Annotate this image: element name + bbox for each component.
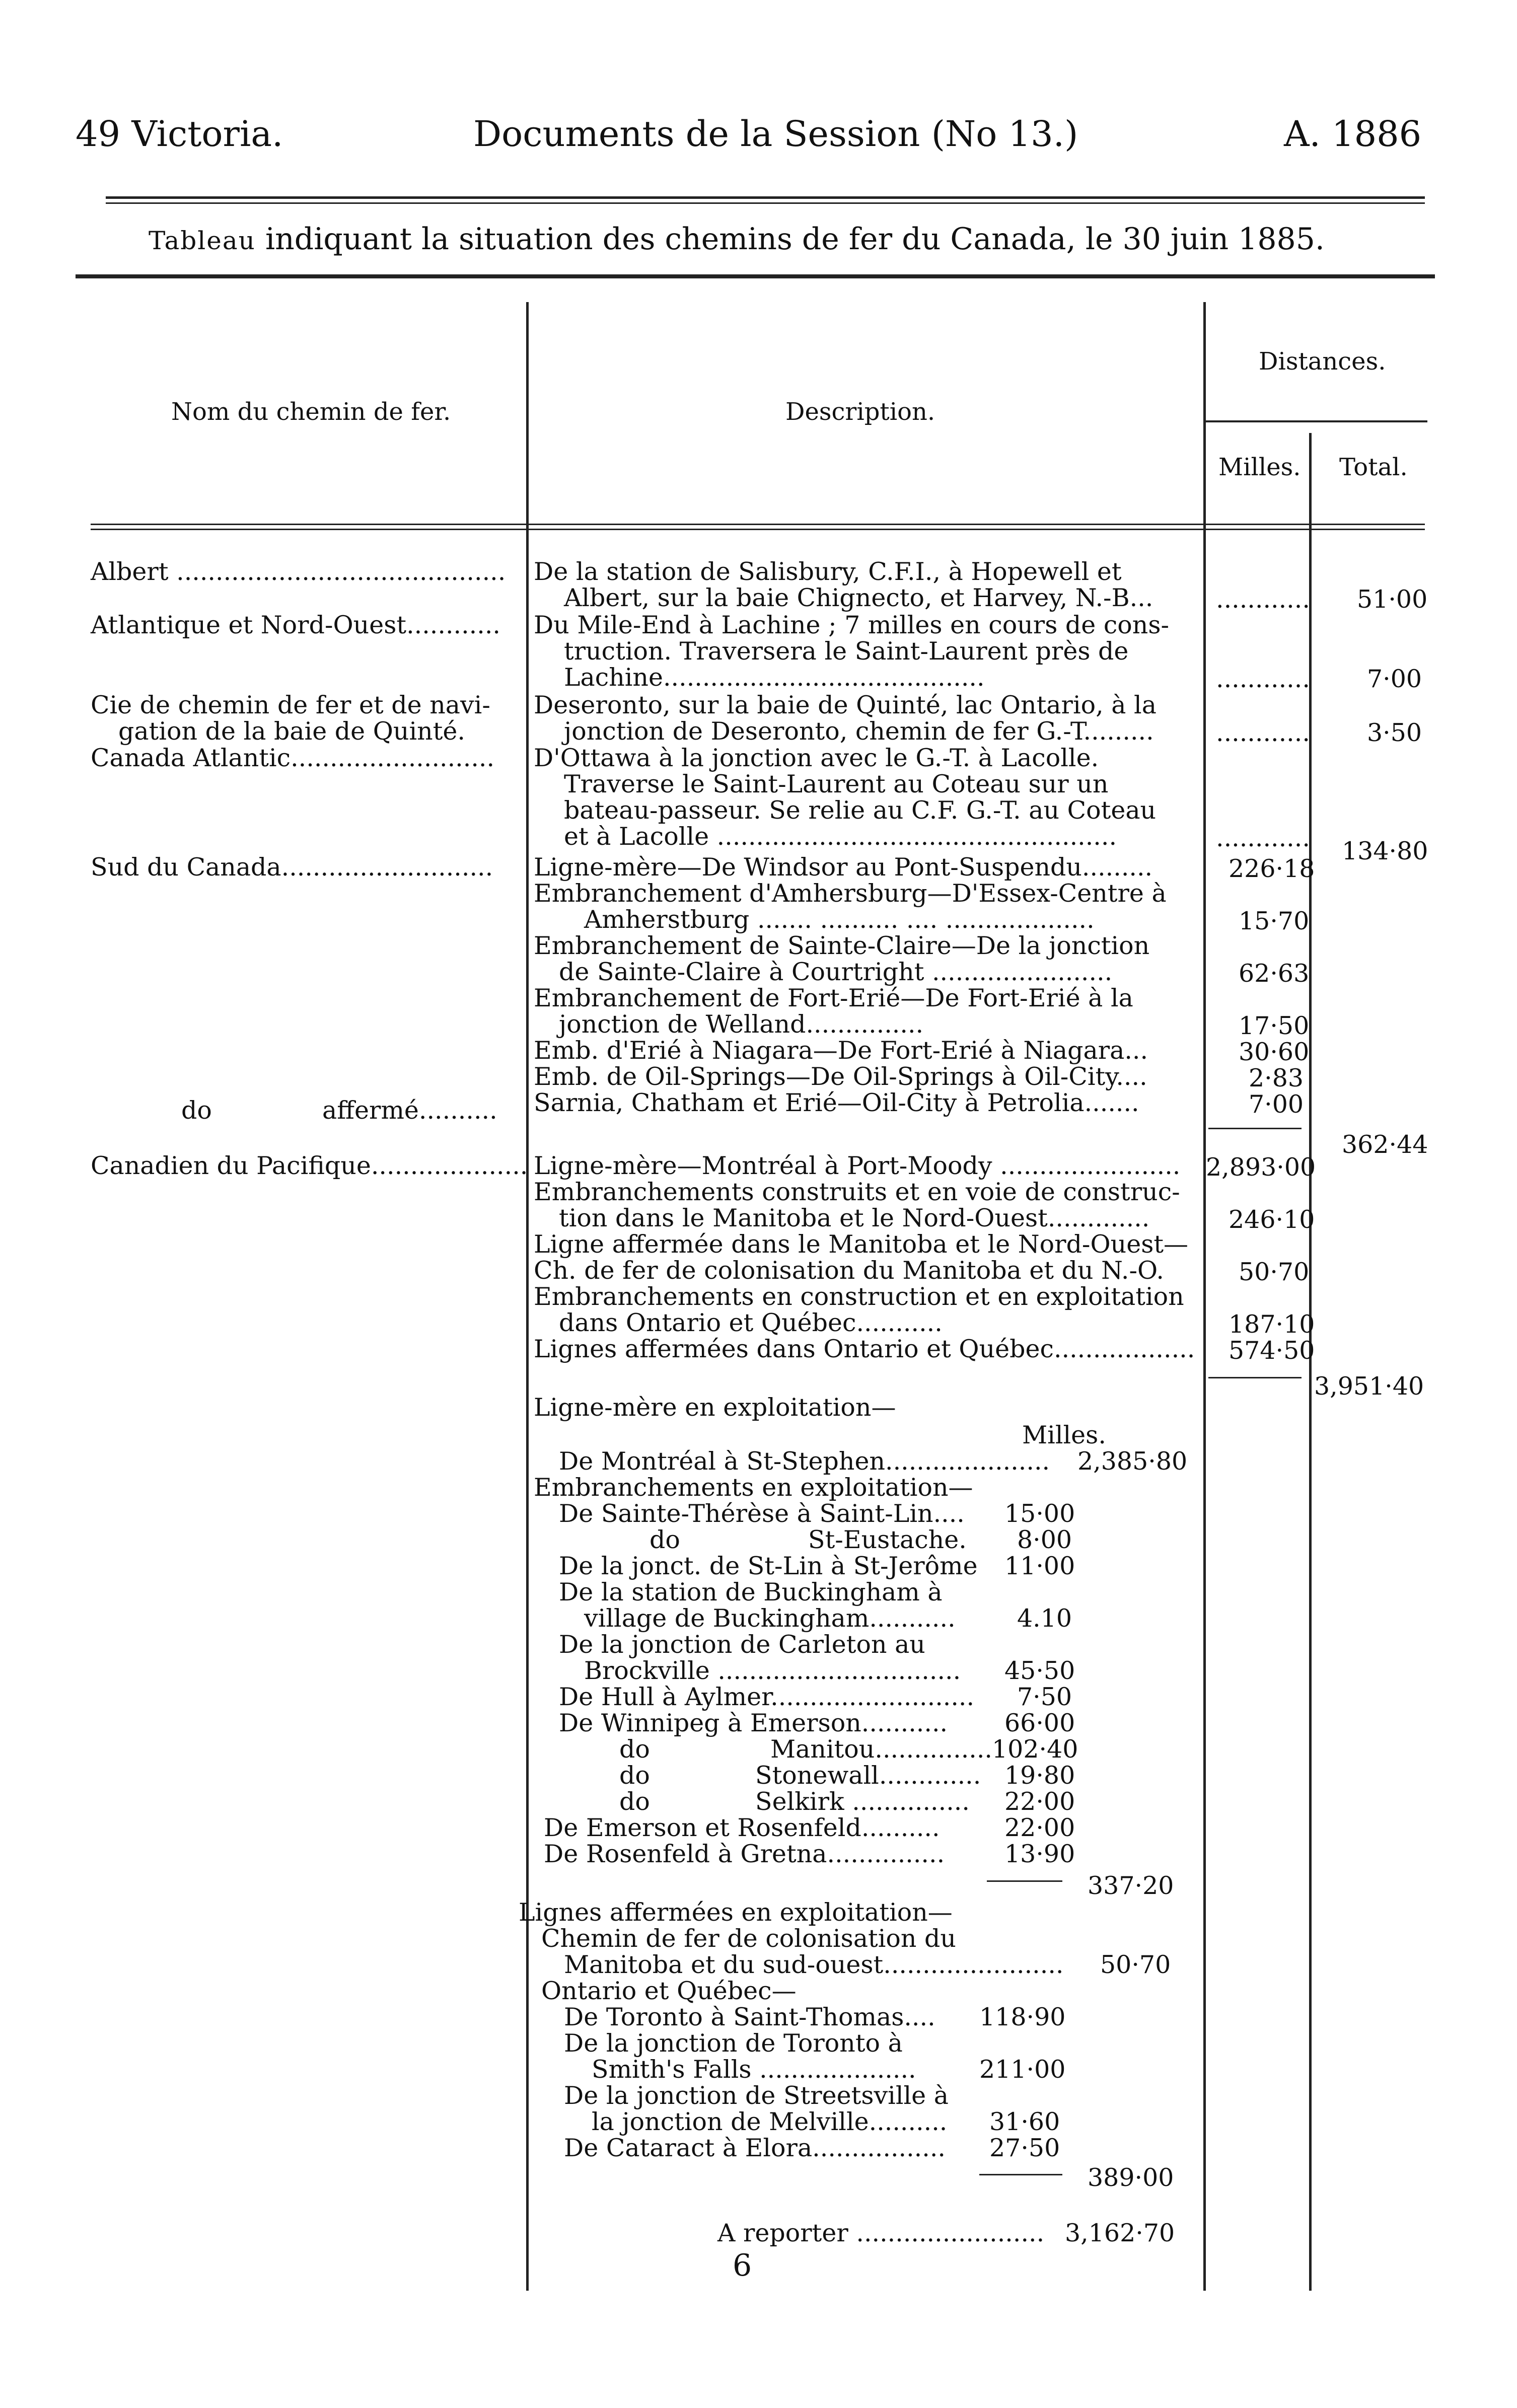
detail-ditto: do bbox=[619, 1761, 650, 1790]
detail-heading: Lignes affermées en exploitation— bbox=[519, 1898, 953, 1927]
detail-line: De Sainte-Thérèse à Saint-Lin.... bbox=[559, 1499, 965, 1528]
description-line: Embranchement de Sainte-Claire—De la jonction bbox=[534, 931, 1150, 960]
description-line: Embranchement d'Amhersburg—D'Essex-Centre à bbox=[534, 879, 1167, 908]
description-line: dans Ontario et Québec........... bbox=[559, 1308, 943, 1337]
detail-value: 22·00 bbox=[1004, 1813, 1075, 1842]
detail-value: 31·60 bbox=[989, 2107, 1060, 2136]
description-line: Embranchement de Fort-Erié—De Fort-Erié à la bbox=[534, 984, 1133, 1012]
milles-value: 30·60 bbox=[1239, 1038, 1310, 1066]
milles-value: 187·10 bbox=[1229, 1310, 1315, 1339]
detail-line: la jonction de Melville.......... bbox=[592, 2107, 948, 2136]
milles-value: 17·50 bbox=[1239, 1011, 1310, 1040]
detail-value: 11·00 bbox=[1004, 1552, 1075, 1580]
detail-line: De Emerson et Rosenfeld.......... bbox=[544, 1813, 940, 1842]
detail-line: Smith's Falls .................... bbox=[592, 2055, 916, 2084]
detail-value: 4.10 bbox=[1017, 1604, 1072, 1633]
leader-dots: ............ bbox=[1216, 824, 1310, 852]
detail-line: De Hull à Aylmer.......................... bbox=[559, 1683, 975, 1711]
description-line: Du Mile-End à Lachine ; 7 milles en cours de cons- bbox=[534, 611, 1170, 639]
description-line: D'Ottawa à la jonction avec le G.-T. à Lacolle. bbox=[534, 744, 1099, 772]
description-line: Traverse le Saint-Laurent au Coteau sur un bbox=[564, 770, 1109, 798]
description-line: Emb. de Oil-Springs—De Oil-Springs à Oil-City.... bbox=[534, 1062, 1147, 1091]
subtotal-rule bbox=[1208, 1377, 1302, 1378]
total-value: 7·00 bbox=[1367, 665, 1422, 693]
detail-value: 22·00 bbox=[1004, 1787, 1075, 1816]
detail-line: De la jonct. de St-Lin à St-Jerôme bbox=[559, 1552, 978, 1580]
milles-value: 574·50 bbox=[1229, 1336, 1315, 1365]
description-line: jonction de Welland............... bbox=[559, 1010, 924, 1039]
col-divider-name bbox=[526, 302, 529, 2291]
total-value: 362·44 bbox=[1342, 1130, 1428, 1159]
detail-line: De Toronto à Saint-Thomas.... bbox=[564, 2003, 935, 2031]
detail-line: De la jonction de Carleton au bbox=[559, 1630, 925, 1659]
detail-value: 45·50 bbox=[1004, 1656, 1075, 1685]
detail-value: 15·00 bbox=[1004, 1499, 1075, 1528]
description-line: jonction de Deseronto, chemin de fer G.-T......... bbox=[564, 717, 1154, 746]
detail-value: 66·00 bbox=[1004, 1709, 1075, 1737]
header-documents: Documents de la Session (No 13.) bbox=[473, 113, 1078, 155]
distances-rule bbox=[1206, 420, 1427, 422]
milles-value: 246·10 bbox=[1229, 1205, 1315, 1234]
subtotal-rule bbox=[987, 1880, 1062, 1882]
subtotal-rule bbox=[1208, 1128, 1302, 1129]
detail-ditto: do bbox=[619, 1787, 650, 1816]
detail-value: 211·00 bbox=[979, 2055, 1066, 2084]
detail-line: Selkirk ............... bbox=[755, 1787, 970, 1816]
description-line: bateau-passeur. Se relie au C.F. G.-T. au Coteau bbox=[564, 796, 1157, 825]
page-number: 6 bbox=[733, 2248, 752, 2283]
title-rule bbox=[76, 274, 1435, 278]
col-description-header: Description. bbox=[785, 398, 935, 426]
detail-line: De la jonction de Streetsville à bbox=[564, 2081, 949, 2110]
detail-value: 27·50 bbox=[989, 2134, 1060, 2162]
detail-value: 118·90 bbox=[979, 2003, 1066, 2031]
col-name-header: Nom du chemin de fer. bbox=[171, 398, 451, 426]
header-rule-top bbox=[106, 196, 1425, 199]
header-rule-1 bbox=[91, 524, 1425, 525]
railway-name: Cie de chemin de fer et de navi- bbox=[91, 691, 490, 719]
description-line: Embranchements construits et en voie de construc- bbox=[534, 1178, 1180, 1206]
detail-ditto: do bbox=[619, 1735, 650, 1764]
total-value: 3,951·40 bbox=[1314, 1372, 1424, 1401]
description-line: Deseronto, sur la baie de Quinté, lac Ontario, à la bbox=[534, 691, 1157, 719]
description-line: Lachine......................................... bbox=[564, 663, 985, 692]
leader-dots: ............ bbox=[1216, 585, 1310, 614]
description-line: Ligne affermée dans le Manitoba et le Nord-Ouest— bbox=[534, 1230, 1189, 1259]
title-small-caps: Tableau bbox=[149, 226, 256, 255]
carry-forward-label: A reporter ........................ bbox=[717, 2219, 1045, 2247]
railway-name: Canada Atlantic.......................... bbox=[91, 744, 495, 772]
subtotal-rule bbox=[979, 2174, 1062, 2175]
railway-name: gation de la baie de Quinté. bbox=[118, 717, 465, 746]
header-year: A. 1886 bbox=[1284, 113, 1422, 155]
header-rule-2 bbox=[91, 529, 1425, 530]
description-line: Emb. d'Erié à Niagara—De Fort-Erié à Niagara... bbox=[534, 1036, 1148, 1065]
detail-line: De Winnipeg à Emerson........... bbox=[559, 1709, 948, 1737]
detail-value: 19·80 bbox=[1004, 1761, 1075, 1790]
total-value: 134·80 bbox=[1342, 837, 1428, 865]
description-line: tion dans le Manitoba et le Nord-Ouest............. bbox=[559, 1204, 1150, 1232]
detail-line: Brockville ............................... bbox=[584, 1656, 961, 1685]
detail-line: Embranchements en exploitation— bbox=[534, 1473, 973, 1502]
description-line: Embranchements en construction et en exploitation bbox=[534, 1282, 1184, 1311]
description-line: Ch. de fer de colonisation du Manitoba et du N.-O. bbox=[534, 1256, 1164, 1285]
milles-value: 2,893·00 bbox=[1206, 1153, 1316, 1182]
milles-value: 50·70 bbox=[1239, 1258, 1310, 1286]
detail-line: De la jonction de Toronto à bbox=[564, 2029, 903, 2058]
col-divider-description bbox=[1203, 302, 1206, 2291]
detail-line: village de Buckingham........... bbox=[584, 1604, 956, 1633]
railway-name: Sud du Canada........................... bbox=[91, 853, 493, 882]
detail-subtotal: 389·00 bbox=[1088, 2163, 1174, 2192]
col-distances-header: Distances. bbox=[1259, 347, 1386, 376]
detail-value: 102·40 bbox=[992, 1735, 1078, 1764]
description-line: Sarnia, Chatham et Erié—Oil-City à Petrolia....... bbox=[534, 1088, 1139, 1117]
milles-value: 62·63 bbox=[1239, 959, 1310, 988]
detail-line: Manitou............... bbox=[770, 1735, 992, 1764]
description-line: et à Lacolle ................................................... bbox=[564, 822, 1117, 851]
milles-value: 7·00 bbox=[1249, 1090, 1304, 1119]
table-title bbox=[149, 222, 1325, 257]
milles-value: 2·83 bbox=[1249, 1064, 1304, 1092]
leader-dots: ............ bbox=[1216, 665, 1310, 693]
description-line: Ligne-mère—De Windsor au Pont-Suspendu......... bbox=[534, 853, 1153, 882]
carry-forward-value: 3,162·70 bbox=[1065, 2219, 1175, 2247]
detail-line: St-Eustache. bbox=[808, 1525, 967, 1554]
railway-name-ditto: do bbox=[181, 1096, 212, 1125]
railway-name: Canadien du Pacifique.................... bbox=[91, 1151, 528, 1180]
detail-line: Stonewall............. bbox=[755, 1761, 981, 1790]
detail-ditto: do bbox=[649, 1525, 680, 1554]
detail-line: Manitoba et du sud-ouest....................... bbox=[564, 1950, 1064, 1979]
header-volume: 49 Victoria. bbox=[76, 113, 283, 155]
header-rule-bottom bbox=[106, 202, 1425, 204]
total-value: 51·00 bbox=[1357, 585, 1428, 614]
detail-value: 13·90 bbox=[1004, 1840, 1075, 1868]
description-line: Albert, sur la baie Chignecto, et Harvey, N.-B... bbox=[564, 583, 1153, 612]
detail-heading: Ligne-mère en exploitation— bbox=[534, 1393, 896, 1422]
description-line: Ligne-mère—Montréal à Port-Moody ....................... bbox=[534, 1151, 1181, 1180]
detail-line: De Montréal à St-Stephen..................... bbox=[559, 1447, 1050, 1476]
detail-value: 2,385·80 bbox=[1077, 1447, 1188, 1476]
detail-line: De Cataract à Elora................. bbox=[564, 2134, 946, 2162]
leader-dots: ............ bbox=[1216, 718, 1310, 747]
description-line: Amherstburg ....... .......... .... ................... bbox=[584, 905, 1095, 934]
detail-line: De Rosenfeld à Gretna............... bbox=[544, 1840, 945, 1868]
railway-name: affermé.......... bbox=[322, 1096, 497, 1125]
detail-line: De la station de Buckingham à bbox=[559, 1578, 943, 1607]
detail-value: 8·00 bbox=[1017, 1525, 1072, 1554]
total-value: 3·50 bbox=[1367, 718, 1422, 747]
detail-value: 50·70 bbox=[1100, 1950, 1171, 1979]
description-line: De la station de Salisbury, C.F.I., à Hopewell et bbox=[534, 557, 1122, 586]
milles-value: 15·70 bbox=[1239, 907, 1310, 935]
col-total-header: Total. bbox=[1339, 453, 1408, 481]
description-line: Lignes affermées dans Ontario et Québec.................. bbox=[534, 1335, 1195, 1363]
detail-subtotal: 337·20 bbox=[1088, 1871, 1174, 1900]
title-text: indiquant la situation des chemins de fer du Canada, le 30 juin 1885. bbox=[265, 222, 1325, 257]
detail-value: 7·50 bbox=[1017, 1683, 1072, 1711]
railway-name: Albert .......................................... bbox=[91, 557, 506, 586]
description-line: truction. Traversera le Saint-Laurent près de bbox=[564, 637, 1129, 666]
detail-line: Ontario et Québec— bbox=[541, 1977, 797, 2005]
milles-value: 226·18 bbox=[1229, 854, 1315, 883]
railway-name: Atlantique et Nord-Ouest............ bbox=[91, 611, 500, 639]
description-line: de Sainte-Claire à Courtright ....................... bbox=[559, 958, 1113, 986]
detail-line: Chemin de fer de colonisation du bbox=[541, 1924, 956, 1953]
col-milles-header: Milles. bbox=[1218, 453, 1301, 481]
detail-milles-header: Milles. bbox=[1022, 1421, 1106, 1449]
